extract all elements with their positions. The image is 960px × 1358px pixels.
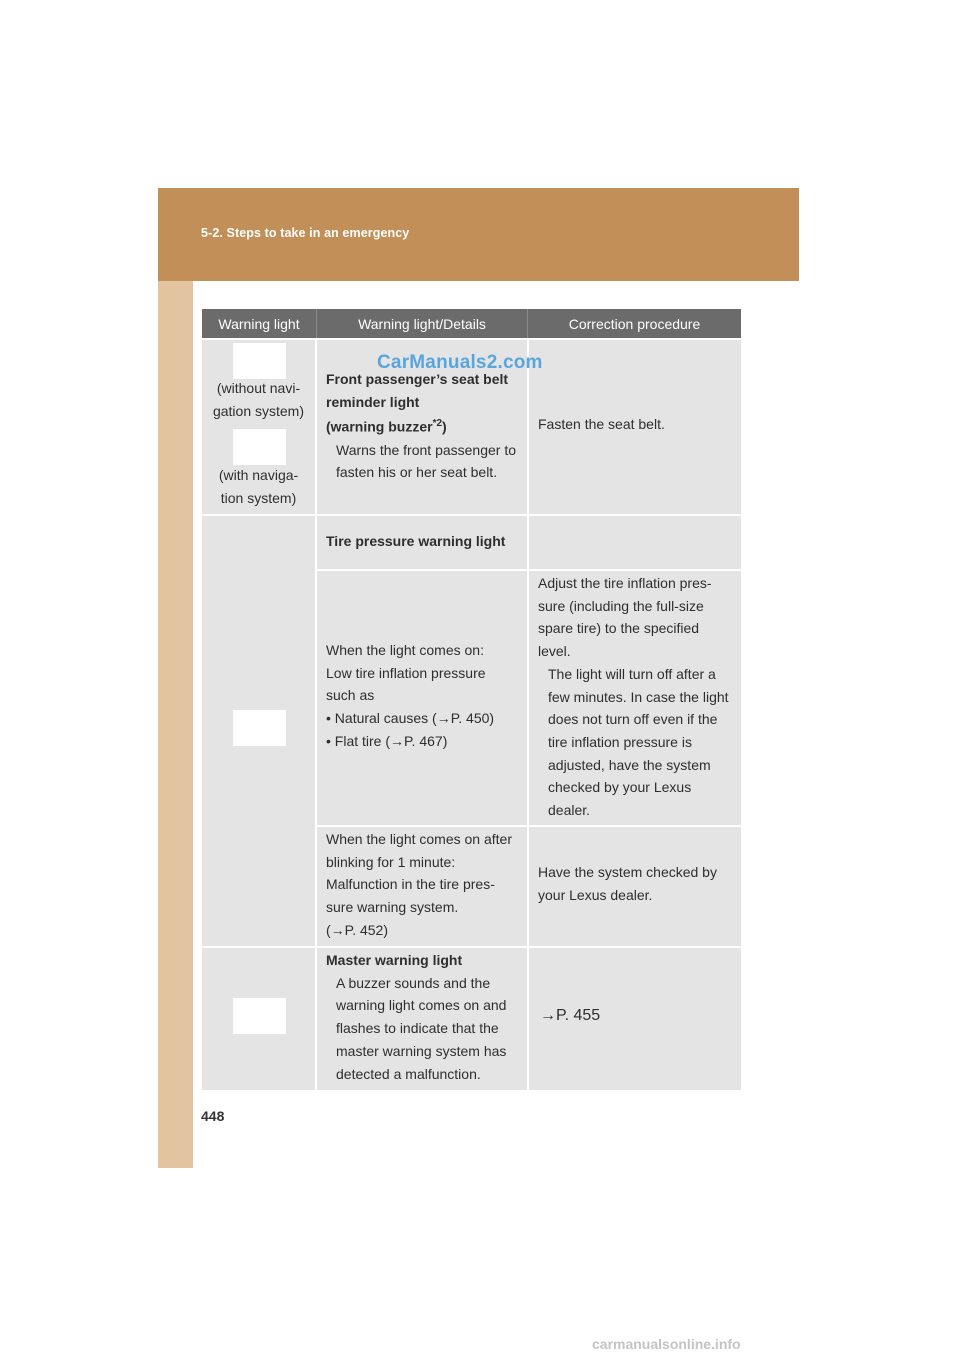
tire-proc-line-11: dealer.	[548, 802, 591, 819]
seat-belt-reminder-icon-nav	[233, 429, 286, 465]
tire-proc-line-3: spare tire) to the specified	[538, 620, 700, 637]
tire-proc-line-9: adjusted, have the system	[548, 756, 711, 773]
tire-proc-line-8: tire inflation pressure is	[548, 733, 692, 750]
master-warning-title: Master warning light	[326, 952, 463, 968]
master-detail-line-4: master warning system has	[336, 1042, 507, 1059]
master-warning-procedure-ref: →P. 455	[540, 1007, 601, 1024]
tire-pressure-warning-icon	[233, 710, 286, 746]
seat-belt-procedure-cell	[529, 340, 741, 514]
master-warning-icon	[233, 998, 286, 1034]
column-header-warning-light: Warning light	[218, 315, 300, 332]
tire-proc-line-5: The light will turn off after a	[548, 665, 716, 682]
tire-on-line-3: such as	[326, 687, 375, 704]
tire-blink-line-3: Malfunction in the tire pres-	[326, 876, 495, 893]
tire-on-line-1: When the light comes on:	[326, 642, 484, 658]
tire-on-line-2: Low tire inflation pressure	[326, 664, 486, 681]
column-header-correction: Correction procedure	[527, 309, 741, 338]
tire-proc-line-10: checked by your Lexus	[548, 779, 692, 796]
icon-caption-with-nav: (with naviga- tion system)	[218, 467, 299, 506]
page-number: 448	[201, 1108, 225, 1124]
watermark-logo: CarManuals2.com	[377, 352, 543, 373]
table-header-row	[202, 309, 741, 338]
side-band	[158, 281, 193, 1168]
tire-pressure-blink-cell	[317, 827, 527, 946]
tire-proc-line-7: does not turn off even if the	[548, 711, 718, 728]
seat-belt-title-line-3: (warning buzzer$^{*2}$)	[326, 418, 447, 436]
tire-pressure-icon-cell	[202, 516, 315, 946]
seat-belt-procedure: Fasten the seat belt.	[538, 416, 665, 432]
footer-site-mark: carmanualsonline.info	[592, 1336, 741, 1352]
seat-belt-detail-line-2: fasten his or her seat belt.	[336, 464, 498, 481]
tire-pressure-blink-procedure-cell	[529, 827, 741, 946]
tire-blink-line-4: sure warning system.	[326, 899, 459, 916]
icon-caption-without-nav: (without navi- gation system)	[212, 380, 305, 419]
tire-blink-line-1: When the light comes on after	[326, 831, 512, 847]
master-detail-line-5: detected a malfunction.	[336, 1065, 481, 1082]
tire-pressure-on-cell	[317, 571, 527, 825]
tire-proc-line-2: sure (including the full-size	[538, 597, 704, 614]
tire-blink-proc-line-1: Have the system checked by	[538, 864, 717, 880]
tire-on-flat-tire: • Flat tire (→P. 467)	[326, 732, 448, 749]
tire-blink-proc-line-2: your Lexus dealer.	[538, 886, 653, 903]
header-band	[158, 188, 799, 281]
footnote-marker: *2	[432, 418, 443, 430]
seat-belt-reminder-icon	[233, 343, 286, 379]
tire-proc-line-6: few minutes. In case the light	[548, 688, 729, 705]
master-warning-detail-cell	[317, 948, 527, 1090]
seat-belt-title-line-1: Front passenger’s seat belt	[326, 371, 509, 387]
seat-belt-title-line-2: reminder light	[326, 393, 420, 410]
seat-belt-detail-line-1: Warns the front passenger to	[336, 441, 517, 458]
tire-blink-line-5: (→P. 452)	[326, 921, 388, 938]
column-header-details: Warning light/Details	[316, 309, 527, 338]
tire-proc-line-1: Adjust the tire inflation pres-	[538, 575, 712, 591]
section-title: 5-2. Steps to take in an emergency	[201, 226, 410, 240]
tire-blink-line-2: blinking for 1 minute:	[326, 853, 456, 870]
master-detail-line-1: A buzzer sounds and the	[336, 974, 491, 991]
master-detail-line-2: warning light comes on and	[336, 997, 507, 1014]
tire-pressure-title-procedure-cell	[529, 516, 741, 569]
tire-on-natural-causes: • Natural causes (→P. 450)	[326, 710, 495, 727]
master-warning-procedure-cell	[529, 948, 741, 1090]
tire-pressure-title: Tire pressure warning light	[326, 533, 506, 549]
tire-pressure-on-procedure-cell	[529, 571, 741, 825]
tire-pressure-title-cell	[317, 516, 527, 569]
master-detail-line-3: flashes to indicate that the	[336, 1020, 499, 1037]
seat-belt-icon-cell	[202, 340, 315, 514]
master-warning-icon-cell	[202, 948, 315, 1090]
tire-proc-line-4: level.	[538, 643, 571, 660]
